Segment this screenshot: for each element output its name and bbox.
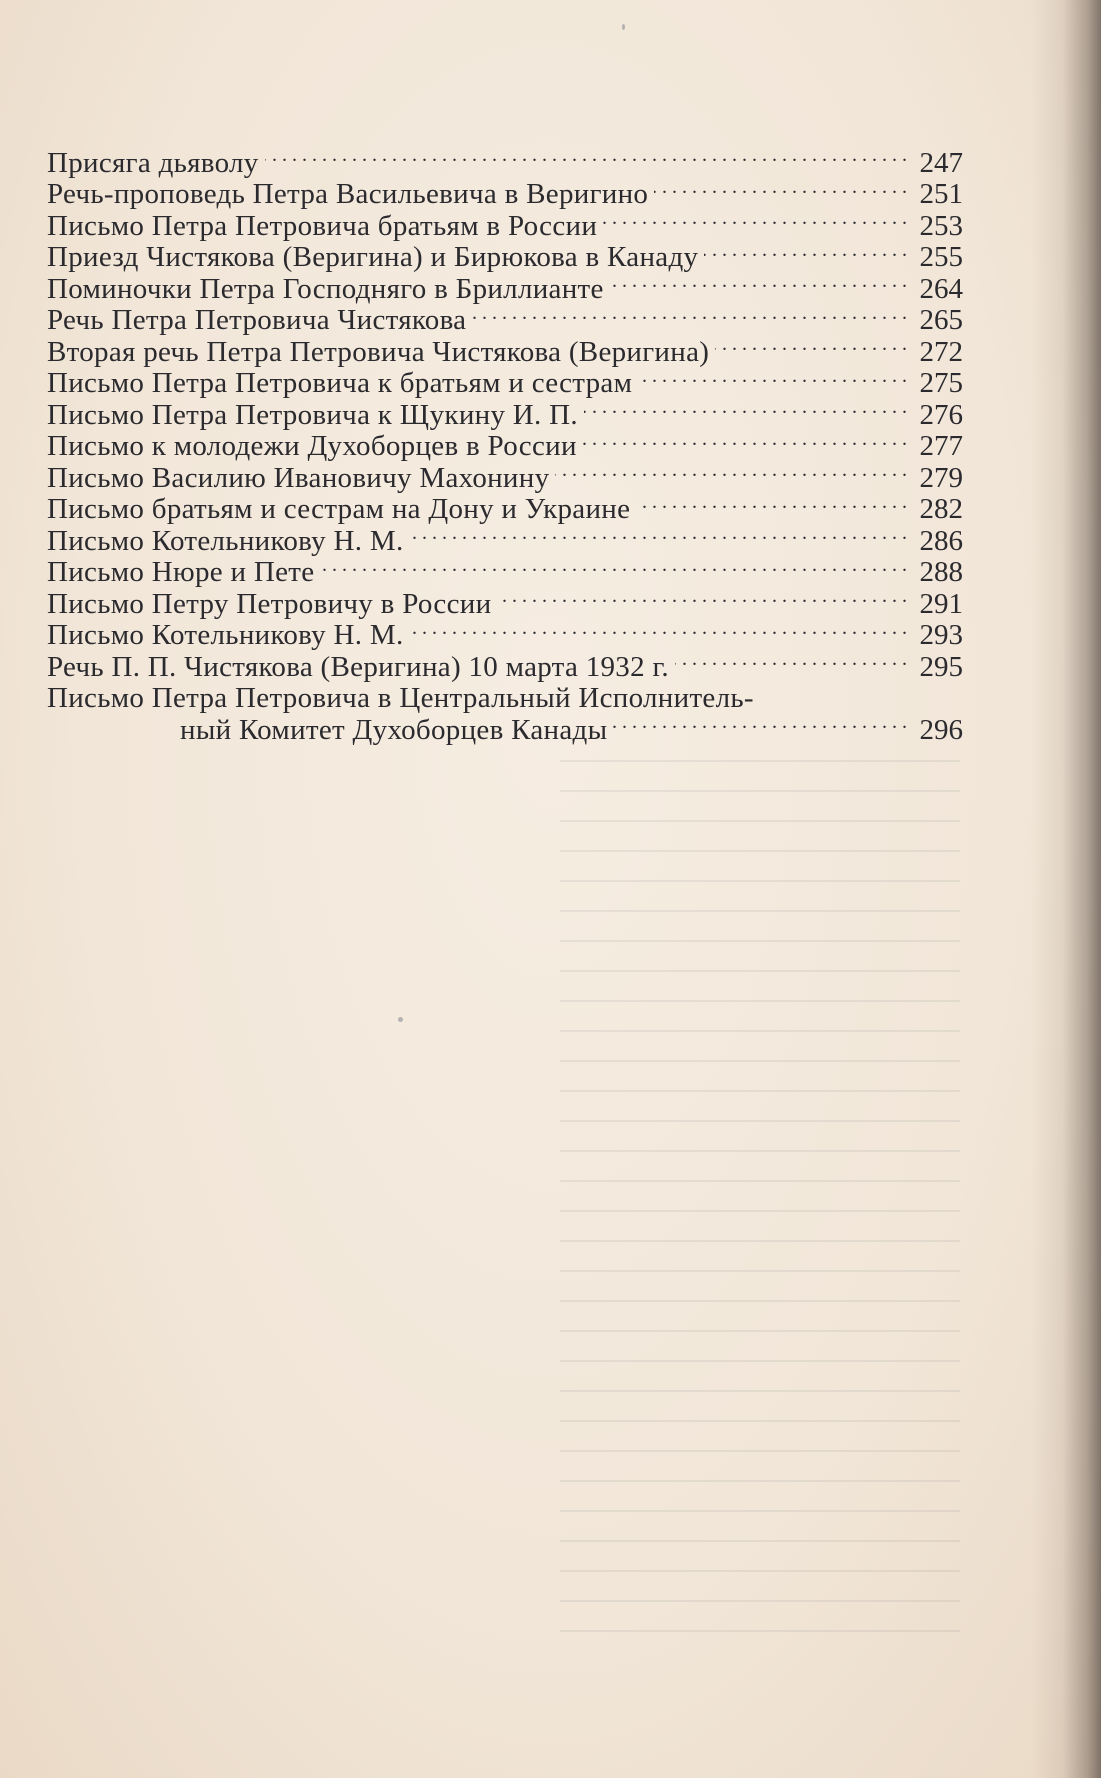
toc-entry-page: 288 [919, 556, 963, 588]
table-of-contents [47, 140, 963, 746]
toc-leader-dots [675, 644, 907, 676]
toc-entry-page: 253 [919, 209, 963, 242]
toc-entry-title: Речь-проповедь Петра Васильевича в Веригино [47, 179, 649, 210]
toc-entry-title: Письмо Нюре и Пете [47, 557, 315, 588]
toc-entry-page: 296 [919, 713, 963, 746]
toc-entry-page: 295 [919, 650, 963, 683]
toc-entry-title: Письмо братьям и сестрам на Дону и Украине [47, 494, 631, 525]
toc-leader-dots [265, 140, 907, 172]
toc-entry-page: 279 [919, 461, 963, 494]
toc-entry-title: Вторая речь Петра Петровича Чистякова (Веригина) [47, 336, 710, 368]
toc-entry-title: Письмо Петра Петровича к братьям и сестрам [47, 368, 633, 399]
toc-leader-dots [555, 455, 907, 487]
paper-speck [622, 24, 625, 30]
toc-entry-page: 272 [919, 335, 963, 368]
toc-entry-page: 264 [919, 272, 963, 305]
toc-leader-dots [497, 581, 907, 613]
toc-leader-dots [583, 424, 907, 456]
toc-entry [47, 140, 963, 179]
toc-entry-title-continuation: ный Комитет Духоборцев Канады [180, 714, 608, 746]
toc-entry-title: Письмо Петру Петровичу в России [47, 588, 492, 620]
toc-leader-dots [613, 707, 907, 739]
toc-entry-page: 275 [919, 367, 963, 399]
toc-entry-title: Письмо Петра Петровича в Центральный Исполнитель- [47, 683, 754, 714]
toc-leader-dots [654, 172, 907, 204]
toc-entry-title: Приезд Чистякова (Веригина) и Бирюкова в Канаду [47, 242, 699, 273]
toc-entry-page: 282 [919, 493, 963, 525]
toc-leader-dots [584, 392, 907, 424]
toc-spacer [760, 676, 907, 708]
toc-entry-title: Письмо Петра Петровича братьям в России [47, 210, 598, 242]
toc-entry-page: 277 [919, 430, 963, 462]
toc-entry-page: 255 [919, 241, 963, 273]
bleed-through-text [560, 760, 960, 1640]
toc-entry-title: Письмо к молодежи Духоборцев в России [47, 431, 577, 462]
page-edge-shadow [1031, 0, 1101, 1778]
toc-leader-dots [715, 329, 907, 361]
toc-leader-dots [704, 235, 907, 267]
toc-entry-page: 247 [919, 146, 963, 179]
toc-entry-title: Присяга дьяволу [47, 147, 259, 179]
toc-entry-title: Письмо Петра Петровича к Щукину И. П. [47, 399, 578, 431]
toc-entry-page: 265 [919, 304, 963, 336]
toc-entry-title: Письмо Василию Ивановичу Махонину [47, 462, 550, 494]
toc-leader-dots [320, 550, 907, 582]
toc-entry-title: Речь Петра Петровича Чистякова [47, 305, 467, 336]
toc-entry-page: 276 [919, 398, 963, 431]
toc-entry-title: Речь П. П. Чистякова (Веригина) 10 марта 1932 г. [47, 651, 669, 683]
toc-entry-page: 291 [919, 587, 963, 620]
toc-leader-dots [603, 203, 907, 235]
toc-entry-title: Письмо Котельникову Н. М. [47, 620, 404, 651]
toc-leader-dots [610, 266, 907, 298]
toc-entry-page: 286 [919, 524, 963, 557]
toc-entry-title: Письмо Котельникову Н. М. [47, 525, 404, 557]
toc-entry-page: 251 [919, 178, 963, 210]
toc-leader-dots [472, 298, 907, 330]
toc-leader-dots [410, 518, 907, 550]
paper-speck [398, 1017, 403, 1022]
toc-leader-dots [410, 613, 907, 645]
toc-leader-dots [636, 487, 907, 519]
toc-entry-page: 293 [919, 619, 963, 651]
toc-leader-dots [638, 361, 907, 393]
toc-entry-title: Поминочки Петра Господняго в Бриллианте [47, 273, 604, 305]
